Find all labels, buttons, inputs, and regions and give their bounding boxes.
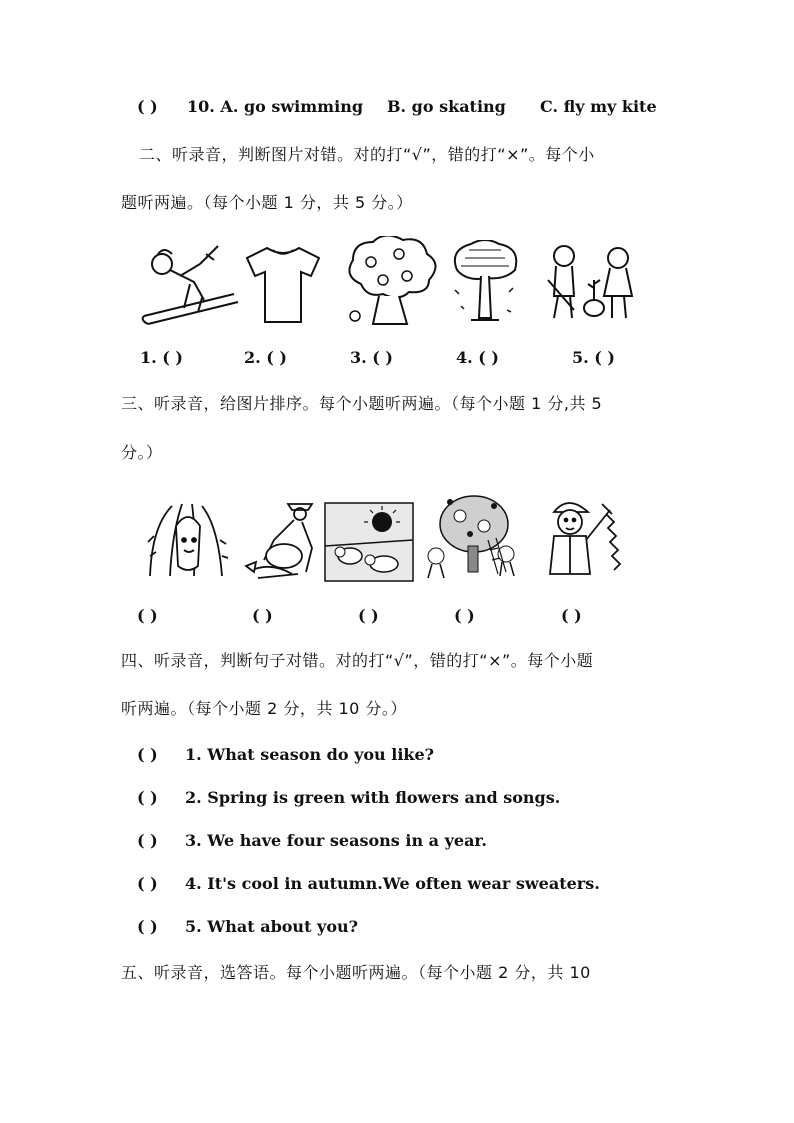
section2-answer-1[interactable]: 1. ( ) xyxy=(140,348,183,367)
section3-answer-3[interactable]: ( ) xyxy=(358,606,379,625)
s4-item-5-bracket[interactable]: ( ) xyxy=(137,917,158,936)
winter-child-picture xyxy=(540,490,630,580)
section3-answer-5[interactable]: ( ) xyxy=(561,606,582,625)
s4-item-5-text: 5. What about you? xyxy=(185,917,358,936)
section3-answer-2[interactable]: ( ) xyxy=(252,606,273,625)
section2-answer-2[interactable]: 2. ( ) xyxy=(244,348,287,367)
apple-tree-picture xyxy=(341,236,437,328)
s4-item-1-text: 1. What season do you like? xyxy=(185,745,435,764)
section3-answer-4[interactable]: ( ) xyxy=(454,606,475,625)
s4-item-4-text: 4. It's cool in autumn.We often wear sweaters. xyxy=(185,874,600,893)
section3-heading-cont: 分。） xyxy=(121,443,163,462)
section2-answer-4[interactable]: 4. ( ) xyxy=(456,348,499,367)
section2-answer-3[interactable]: 3. ( ) xyxy=(350,348,393,367)
q10-option-c: C. fly my kite xyxy=(540,97,657,116)
skier-picture xyxy=(140,240,240,330)
q10-option-a: 10. A. go swimming xyxy=(187,97,364,116)
s4-item-2-text: 2. Spring is green with flowers and songs. xyxy=(185,788,561,807)
section5-heading: 五、听录音，选答语。每个小题听两遍。（每个小题 2 分，共 10 xyxy=(121,963,591,982)
q10-option-b: B. go skating xyxy=(387,97,506,116)
section2-heading: 二、听录音，判断图片对错。对的打“√”，错的打“×”。每个小 xyxy=(139,145,595,164)
section3-heading: 三、听录音，给图片排序。每个小题听两遍。（每个小题 1 分,共 5 xyxy=(121,394,603,413)
s4-item-1-bracket[interactable]: ( ) xyxy=(137,745,158,764)
t-shirt-picture xyxy=(243,244,323,326)
willow-tree-picture xyxy=(142,496,234,582)
q10-bracket[interactable]: ( ) xyxy=(137,97,158,116)
farmers-harvest-picture xyxy=(238,496,334,582)
picking-apples-picture xyxy=(418,490,530,582)
s4-item-3-text: 3. We have four seasons in a year. xyxy=(185,831,487,850)
s4-item-4-bracket[interactable]: ( ) xyxy=(137,874,158,893)
s4-item-2-bracket[interactable]: ( ) xyxy=(137,788,158,807)
section3-answer-1[interactable]: ( ) xyxy=(137,606,158,625)
summer-beach-picture xyxy=(324,502,414,582)
section4-heading-cont: 听两遍。（每个小题 2 分，共 10 分。） xyxy=(121,699,407,718)
section4-heading: 四、听录音，判断句子对错。对的打“√”，错的打“×”。每个小题 xyxy=(121,651,594,670)
planting-trees-picture xyxy=(540,240,640,326)
s4-item-3-bracket[interactable]: ( ) xyxy=(137,831,158,850)
autumn-tree-picture xyxy=(447,240,523,328)
section2-heading-cont: 题听两遍。（每个小题 1 分，共 5 分。） xyxy=(121,193,413,212)
section2-answer-5[interactable]: 5. ( ) xyxy=(572,348,615,367)
